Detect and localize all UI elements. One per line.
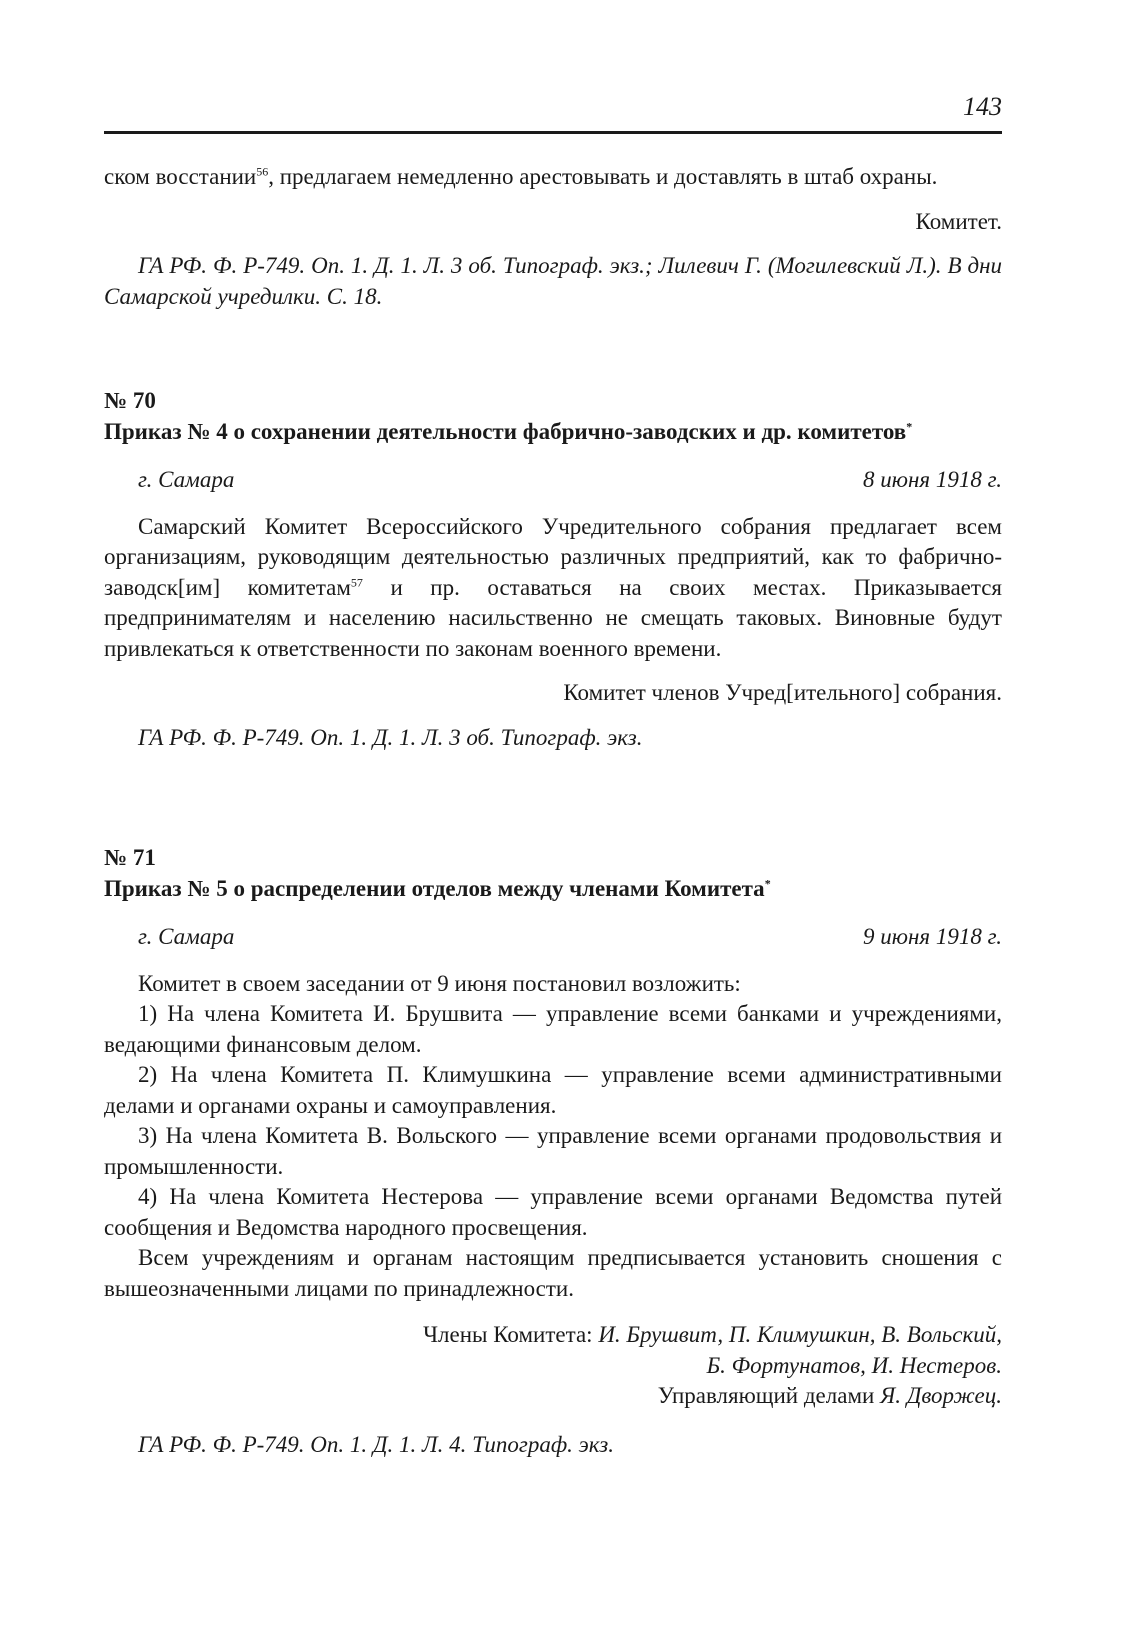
- doc71-number: № 71: [104, 845, 156, 870]
- page-number: 143: [963, 92, 1002, 121]
- continuation-text-b: , предлагаем немедленно арестовывать и доставлять в штаб охраны.: [268, 164, 938, 189]
- doc70-date: 8 июня 1918 г.: [863, 467, 1002, 492]
- continuation-source: ГА РФ. Ф. Р-749. Оп. 1. Д. 1. Л. 3 об. Типограф. экз.; Лилевич Г. (Могилевский Л.). В дни Самарской учредилки. С. 18.: [104, 253, 1002, 309]
- doc70-number: № 70: [104, 388, 156, 413]
- doc70-title: [104, 417, 1002, 448]
- doc71-signers-line-2: Б. Фортунатов, И. Нестеров.: [706, 1352, 1002, 1378]
- document-70: [104, 386, 1002, 753]
- doc71-item-3: 3) На члена Комитета В. Вольского — управление всеми органами продовольствия и промышленности.: [104, 1123, 1002, 1179]
- doc71-intro: Комитет в своем заседании от 9 июня постановил возложить:: [138, 970, 741, 996]
- header-rule: [104, 131, 1002, 134]
- doc71-dateline: [104, 922, 1002, 953]
- doc71-signers-label: Члены Комитета:: [423, 1322, 599, 1347]
- doc71-title-text: Приказ № 5 о распределении отделов между членами Комитета: [104, 875, 765, 901]
- doc71-signers-names-1: И. Брушвит, П. Климушкин, В. Вольский,: [598, 1322, 1002, 1347]
- document-71: [104, 843, 1002, 1460]
- doc70-body-text-a: Самарский Комитет Всероссийского Учредительного собрания предлагает всем организациям, руководящим деятельностью различных предприятий, как то фабрично-заводск[им] комитетам: [104, 513, 1002, 600]
- continuation-text-a: ском восстании: [104, 164, 257, 189]
- continuation-paragraph: [104, 162, 1002, 193]
- continuation-block: [104, 162, 1002, 312]
- doc71-closing: Всем учреждениям и органам настоящим предписывается установить сношения с вышеозначенными лицами по принадлежности.: [104, 1245, 1002, 1301]
- continuation-signature: Комитет.: [915, 208, 1002, 234]
- doc71-item-4: 4) На члена Комитета Нестерова — управление всеми органами Ведомства путей сообщения и Ведомства народного просвещения.: [104, 1184, 1002, 1240]
- doc70-title-text: Приказ № 4 о сохранении деятельности фабрично-заводских и др. комитетов: [104, 418, 907, 444]
- doc71-place: г. Самара: [138, 924, 235, 949]
- doc71-signers: [104, 1320, 1002, 1412]
- footnote-ref-56: 56: [256, 164, 269, 179]
- doc71-title-mark: *: [764, 875, 771, 890]
- doc70-body: [104, 512, 1002, 665]
- doc70-dateline: [104, 465, 1002, 496]
- doc71-date: 9 июня 1918 г.: [863, 924, 1002, 949]
- doc71-manager-name: Я. Дворжец.: [880, 1383, 1002, 1408]
- doc70-title-mark: *: [906, 418, 913, 433]
- doc71-source: ГА РФ. Ф. Р-749. Оп. 1. Д. 1. Л. 4. Типограф. экз.: [138, 1431, 614, 1457]
- doc70-body-text-b: и пр. оставаться на своих местах. Приказывается предпринимателям и населению насильственно не смещать таковых. Виновные будут привлекаться к ответственности по законам военного времени.: [104, 574, 1002, 661]
- doc71-manager-line: [104, 1381, 1002, 1412]
- doc70-place: г. Самара: [138, 467, 235, 492]
- doc71-signers-line-1: [104, 1320, 1002, 1351]
- doc70-source: ГА РФ. Ф. Р-749. Оп. 1. Д. 1. Л. 3 об. Типограф. экз.: [138, 724, 643, 750]
- footnote-ref-57: 57: [350, 574, 363, 589]
- doc70-signature: Комитет членов Учред[ительного] собрания.: [563, 680, 1002, 705]
- doc71-item-2: 2) На члена Комитета П. Климушкина — управление всеми административными делами и органами охраны и самоуправления.: [104, 1062, 1002, 1118]
- doc71-item-1: 1) На члена Комитета И. Брушвита — управление всеми банками и учреждениями, ведающими финансовым делом.: [104, 1001, 1002, 1057]
- doc71-title: [104, 874, 1002, 905]
- doc71-manager-label: Управляющий делами: [657, 1383, 881, 1408]
